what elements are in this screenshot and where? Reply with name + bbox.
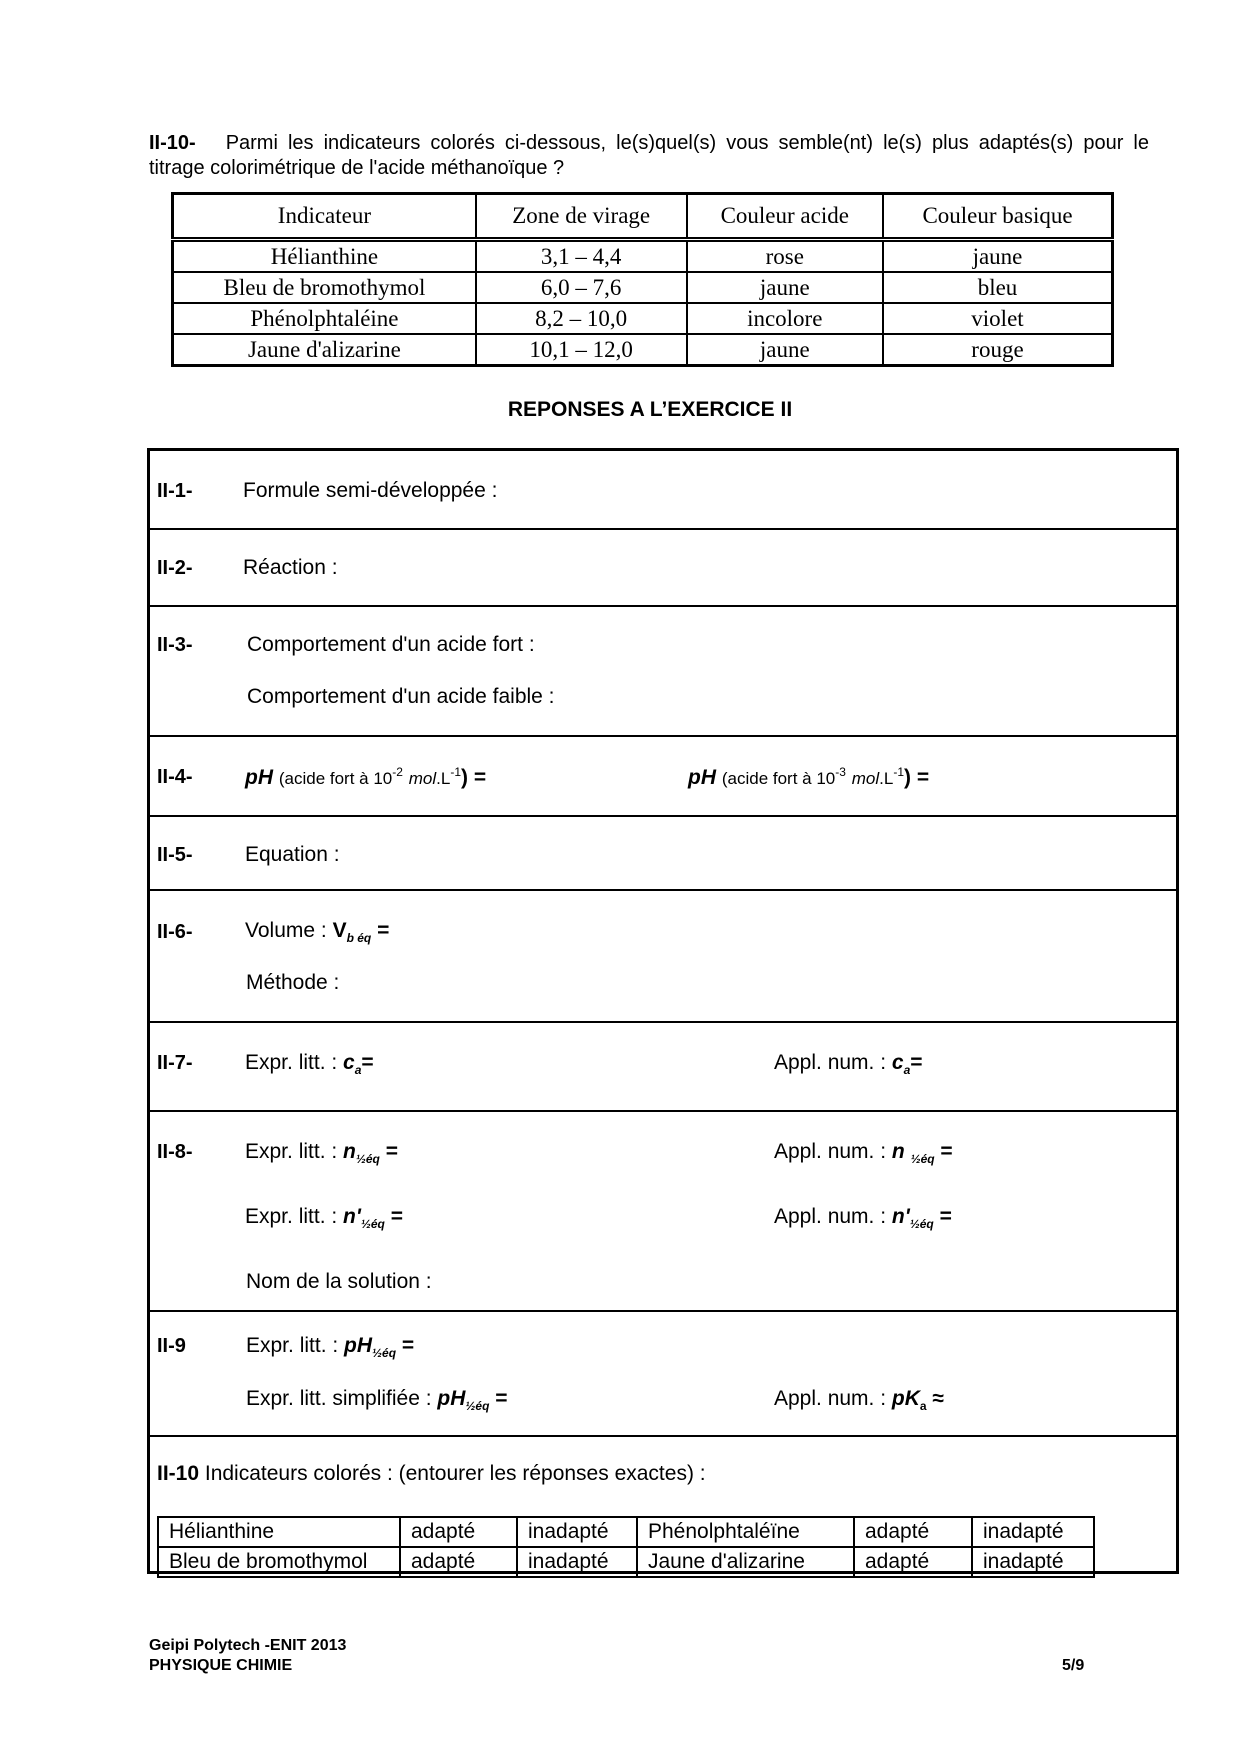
equals: = [371, 919, 390, 942]
answer-row-8[interactable] [150, 1112, 1176, 1312]
page-number: 5/9 [1062, 1657, 1085, 1674]
ph-strong-acid-2 [688, 765, 929, 790]
answer-number: II-8- [157, 1141, 193, 1163]
answer-row-9[interactable] [150, 1312, 1176, 1437]
c-symbol: c [343, 1051, 355, 1074]
cell: 10,1 – 12,0 [476, 334, 687, 366]
table-row [173, 334, 1113, 366]
footer-line-2: PHYSIQUE CHIMIE [149, 1657, 293, 1674]
equals: = [361, 1051, 374, 1074]
equals: = [390, 1205, 403, 1228]
cell: bleu [883, 272, 1113, 303]
pk-subscript: a [919, 1399, 927, 1414]
half-eq-subscript: ½éq [465, 1399, 490, 1414]
indicator-name: Jaune d'alizarine [637, 1547, 854, 1577]
appl-n-prime-half [774, 1205, 952, 1231]
ph-symbol: pH [688, 766, 716, 789]
cell: rouge [883, 334, 1113, 366]
cell: jaune [687, 334, 883, 366]
choice-table [157, 1516, 1095, 1578]
col-header: Zone de virage [476, 194, 687, 240]
choice-inadapte[interactable]: inadapté [517, 1517, 637, 1547]
footer-line-1: Geipi Polytech -ENIT 2013 [149, 1637, 347, 1654]
cell: Bleu de bromothymol [173, 272, 476, 303]
n-symbol: n [891, 1140, 905, 1163]
appl-label: Appl. num. : [774, 1387, 892, 1410]
expr-n-half [245, 1140, 398, 1166]
expr-n-prime-half [245, 1205, 403, 1231]
indicators-question [157, 1462, 706, 1486]
method-label: Méthode : [246, 971, 340, 994]
expr-simplified [246, 1387, 508, 1413]
equals: = [396, 1334, 415, 1357]
table-row [158, 1517, 1094, 1547]
c-symbol: c [891, 1051, 904, 1074]
answer-row-1[interactable] [150, 451, 1176, 530]
equals: = [939, 1205, 952, 1228]
expr-ca [245, 1051, 374, 1077]
exponent: -1 [893, 765, 905, 779]
volume-label: Volume : [245, 919, 333, 942]
cell: 8,2 – 10,0 [476, 303, 687, 334]
appl-label: Appl. num. : [774, 1205, 892, 1228]
choice-adapte[interactable]: adapté [854, 1547, 972, 1577]
answer-label: Indicateurs colorés : (entourer les réponses exactes) : [199, 1462, 706, 1485]
answer-number: II-6- [157, 921, 193, 943]
appl-pka [774, 1387, 944, 1413]
answer-label: Formule semi-développée : [243, 479, 498, 502]
cell: rose [687, 240, 883, 273]
cell: Hélianthine [173, 240, 476, 273]
indicator-name: Hélianthine [158, 1517, 400, 1547]
half-eq-subscript: ½éq [355, 1152, 380, 1167]
unit: .L [879, 769, 894, 788]
cell: violet [883, 303, 1113, 334]
answer-label: Réaction : [243, 556, 338, 579]
cell: incolore [687, 303, 883, 334]
equals: = [489, 1387, 508, 1410]
table-row [173, 303, 1113, 334]
expr-ph-half [246, 1334, 414, 1360]
table-row [158, 1547, 1094, 1577]
choice-inadapte[interactable]: inadapté [972, 1517, 1094, 1547]
volume-subscript: b éq [346, 931, 372, 946]
answer-number: II-7- [157, 1052, 193, 1074]
n-symbol: n [343, 1140, 356, 1163]
expr-label: Expr. litt. : [245, 1140, 344, 1163]
exponent: -1 [450, 765, 462, 779]
volume-symbol: V [332, 919, 347, 942]
ph-symbol: pH [245, 766, 273, 789]
appl-label: Appl. num. : [774, 1140, 892, 1163]
c-subscript: a [903, 1063, 911, 1078]
unit: mol [851, 769, 880, 788]
cell: Phénolphtaléine [173, 303, 476, 334]
unit: mol [408, 769, 437, 788]
cell: 6,0 – 7,6 [476, 272, 687, 303]
exponent: -2 [392, 765, 403, 779]
choice-inadapte[interactable]: inadapté [972, 1547, 1094, 1577]
choice-adapte[interactable]: adapté [400, 1547, 517, 1577]
choice-adapte[interactable]: adapté [400, 1517, 517, 1547]
appl-label: Appl. num. : [774, 1051, 892, 1074]
equals: ) = [904, 766, 930, 789]
equals: = [379, 1140, 398, 1163]
half-eq-subscript: ½éq [372, 1346, 397, 1361]
appl-ca [774, 1051, 923, 1077]
answers-title: REPONSES A L’EXERCICE II [507, 398, 793, 421]
answer-number: II-2- [157, 557, 193, 579]
answer-row-6[interactable] [150, 891, 1176, 1023]
answer-number: II-4- [157, 766, 193, 788]
appl-n-half [774, 1140, 953, 1166]
solution-label: Nom de la solution : [246, 1270, 432, 1293]
answer-row-7[interactable] [150, 1023, 1176, 1112]
choice-adapte[interactable]: adapté [854, 1517, 972, 1547]
indicator-name: Bleu de bromothymol [158, 1547, 400, 1577]
answer-number: II-5- [157, 844, 193, 866]
equals: = [934, 1140, 953, 1163]
cell: jaune [687, 272, 883, 303]
question-number: II-10- [149, 132, 196, 154]
answer-row-5[interactable] [150, 817, 1176, 891]
table-row [173, 240, 1113, 273]
ph-strong-acid-1 [245, 765, 486, 790]
choice-inadapte[interactable]: inadapté [517, 1547, 637, 1577]
half-eq-subscript: ½éq [910, 1152, 935, 1167]
expr-label: Expr. litt. : [245, 1051, 344, 1074]
half-eq-subscript: ½éq [909, 1217, 934, 1232]
cell: Jaune d'alizarine [173, 334, 476, 366]
col-header: Couleur basique [883, 194, 1113, 240]
table-row [173, 272, 1113, 303]
question-text [149, 131, 1149, 181]
n-prime-symbol: n' [891, 1205, 910, 1228]
equals: = [910, 1051, 923, 1074]
c-subscript: a [354, 1063, 362, 1078]
exponent: -3 [835, 765, 846, 779]
n-prime-symbol: n' [343, 1205, 361, 1228]
approx-sign: ≈ [926, 1387, 944, 1410]
ph-condition: (acide fort à 10 [721, 769, 836, 788]
pk-symbol: pK [891, 1387, 920, 1410]
answer-label: Comportement d'un acide fort : [247, 633, 535, 656]
equals: ) = [461, 766, 487, 789]
answer-row-3[interactable] [150, 607, 1176, 737]
answer-label: Equation : [245, 843, 340, 866]
ph-condition: (acide fort à 10 [278, 769, 393, 788]
answer-number: II-1- [157, 480, 193, 502]
volume-field [245, 919, 389, 945]
indicator-table-header [173, 194, 1113, 240]
expr-label: Expr. litt. : [246, 1334, 345, 1357]
answer-row-4[interactable] [150, 737, 1176, 817]
answer-sheet [147, 448, 1179, 1574]
simplified-label: Expr. litt. simplifiée : [246, 1387, 438, 1410]
half-eq-subscript: ½éq [360, 1217, 385, 1232]
answer-label: Comportement d'un acide faible : [247, 685, 555, 708]
cell: 3,1 – 4,4 [476, 240, 687, 273]
indicator-table [171, 192, 1114, 367]
ph-symbol: pH [437, 1387, 466, 1410]
answer-row-10[interactable] [150, 1437, 1176, 1571]
indicator-name: Phénolphtaléïne [637, 1517, 854, 1547]
answer-row-2[interactable] [150, 530, 1176, 607]
col-header: Indicateur [173, 194, 476, 240]
unit: .L [436, 769, 451, 788]
answer-number: II-3- [157, 634, 193, 656]
col-header: Couleur acide [687, 194, 883, 240]
question-body: Parmi les indicateurs colorés ci-dessous, le(s)quel(s) vous semble(nt) le(s) plus adaptés(s) pour le titrage colorimétrique de l'acide méthanoïque ? [149, 132, 1149, 179]
cell: jaune [883, 240, 1113, 273]
ph-symbol: pH [344, 1334, 373, 1357]
expr-label: Expr. litt. : [245, 1205, 344, 1228]
answer-number: II-10 [157, 1462, 200, 1485]
answer-number: II-9 [157, 1335, 186, 1357]
